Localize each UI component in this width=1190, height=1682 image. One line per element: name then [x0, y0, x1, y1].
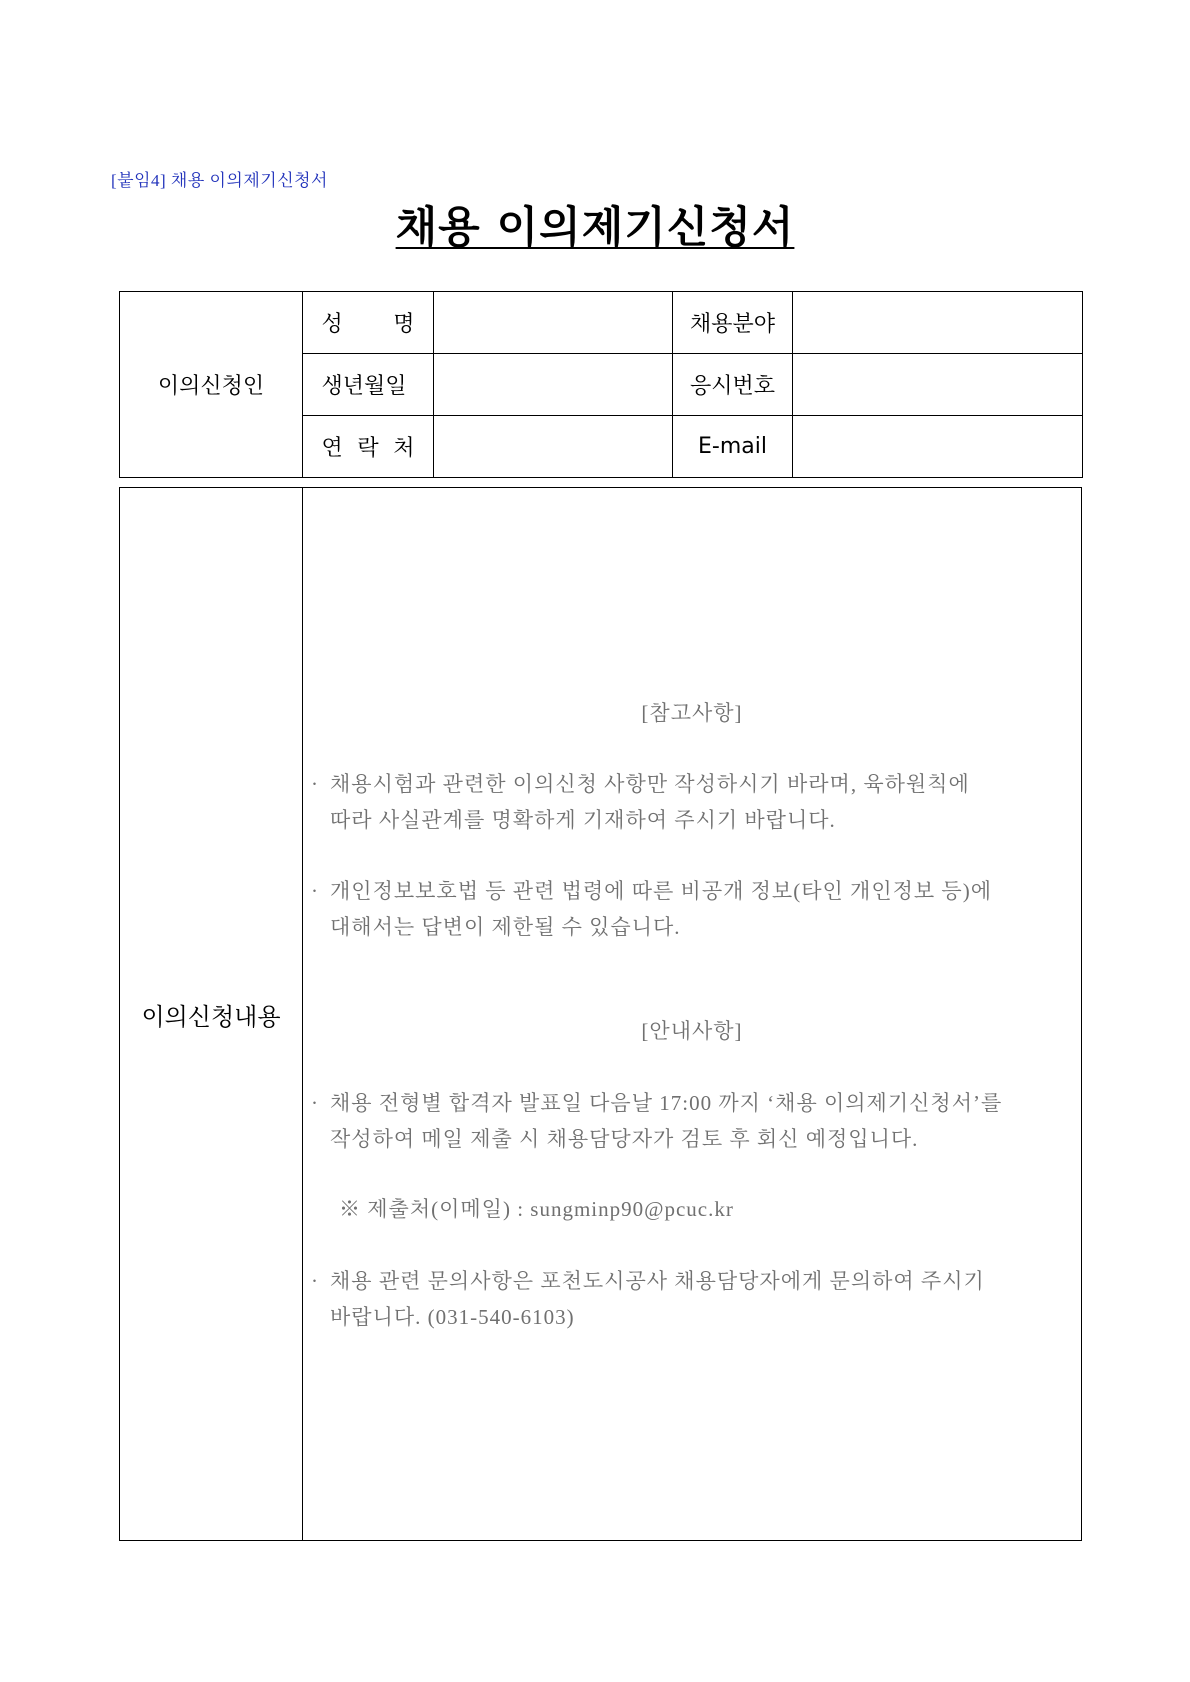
exam-number-label: 응시번호 — [673, 354, 793, 416]
birthdate-label: 생년월일 — [321, 374, 407, 399]
name-label-cell — [303, 292, 434, 354]
guidance-item-line: 채용 관련 문의사항은 포천도시공사 채용담당자에게 문의하여 주시기 — [330, 1269, 985, 1293]
guidance-item-line: 채용 전형별 합격자 발표일 다음날 17:00 까지 ‘채용 이의제기신청서’를 — [330, 1091, 1003, 1115]
name-label: 성 명 — [321, 312, 415, 337]
applicant-section-label: 이의신청인 — [120, 292, 303, 478]
birthdate-label-cell — [303, 354, 434, 416]
contact-label-cell — [303, 416, 434, 478]
attachment-label: [붙임4] 채용 이의제기신청서 — [111, 171, 328, 190]
bullet-mark: · — [311, 1269, 319, 1293]
name-value-cell — [434, 292, 673, 354]
objection-section-label — [120, 488, 303, 1540]
guidance-item — [311, 1263, 1065, 1335]
reference-item — [311, 766, 1065, 838]
bullet-mark: · — [311, 879, 319, 903]
table-row — [120, 292, 1083, 354]
recruitment-field-label: 채용분야 — [673, 292, 793, 354]
applicant-info-table — [119, 291, 1083, 478]
recruitment-field-value-cell — [793, 292, 1083, 354]
reference-heading: [참고사항] — [641, 701, 743, 725]
contact-label: 연 락 처 — [321, 436, 415, 461]
guidance-heading: [안내사항] — [641, 1019, 743, 1043]
birthdate-value-cell — [434, 354, 673, 416]
bullet-mark: · — [311, 1091, 319, 1115]
submission-email-note: ※ 제출처(이메일) : sungminp90@pcuc.kr — [339, 1197, 734, 1221]
email-value-cell — [793, 416, 1083, 478]
contact-value-cell — [434, 416, 673, 478]
email-label: E-mail — [673, 416, 793, 478]
document-title — [0, 200, 1190, 256]
bullet-mark: · — [311, 772, 319, 796]
reference-item-line: 채용시험과 관련한 이의신청 사항만 작성하시기 바라며, 육하원칙에 — [330, 772, 970, 796]
reference-item-line: 대해서는 답변이 제한될 수 있습니다. — [330, 915, 681, 939]
objection-content-cell — [303, 488, 1081, 1540]
exam-number-value-cell — [793, 354, 1083, 416]
reference-item — [311, 873, 1065, 945]
guidance-item-line: 바랍니다. (031-540-6103) — [330, 1305, 575, 1329]
document-title-text: 채용 이의제기신청서 — [395, 203, 795, 253]
objection-content-box — [119, 487, 1082, 1541]
guidance-item — [311, 1085, 1065, 1157]
objection-section-label-text: 이의신청내용 — [141, 1002, 281, 1031]
guidance-item-line: 작성하여 메일 제출 시 채용담당자가 검토 후 회신 예정입니다. — [330, 1127, 919, 1151]
reference-item-line: 개인정보보호법 등 관련 법령에 따른 비공개 정보(타인 개인정보 등)에 — [330, 879, 992, 903]
reference-item-line: 따라 사실관계를 명확하게 기재하여 주시기 바랍니다. — [330, 808, 836, 832]
